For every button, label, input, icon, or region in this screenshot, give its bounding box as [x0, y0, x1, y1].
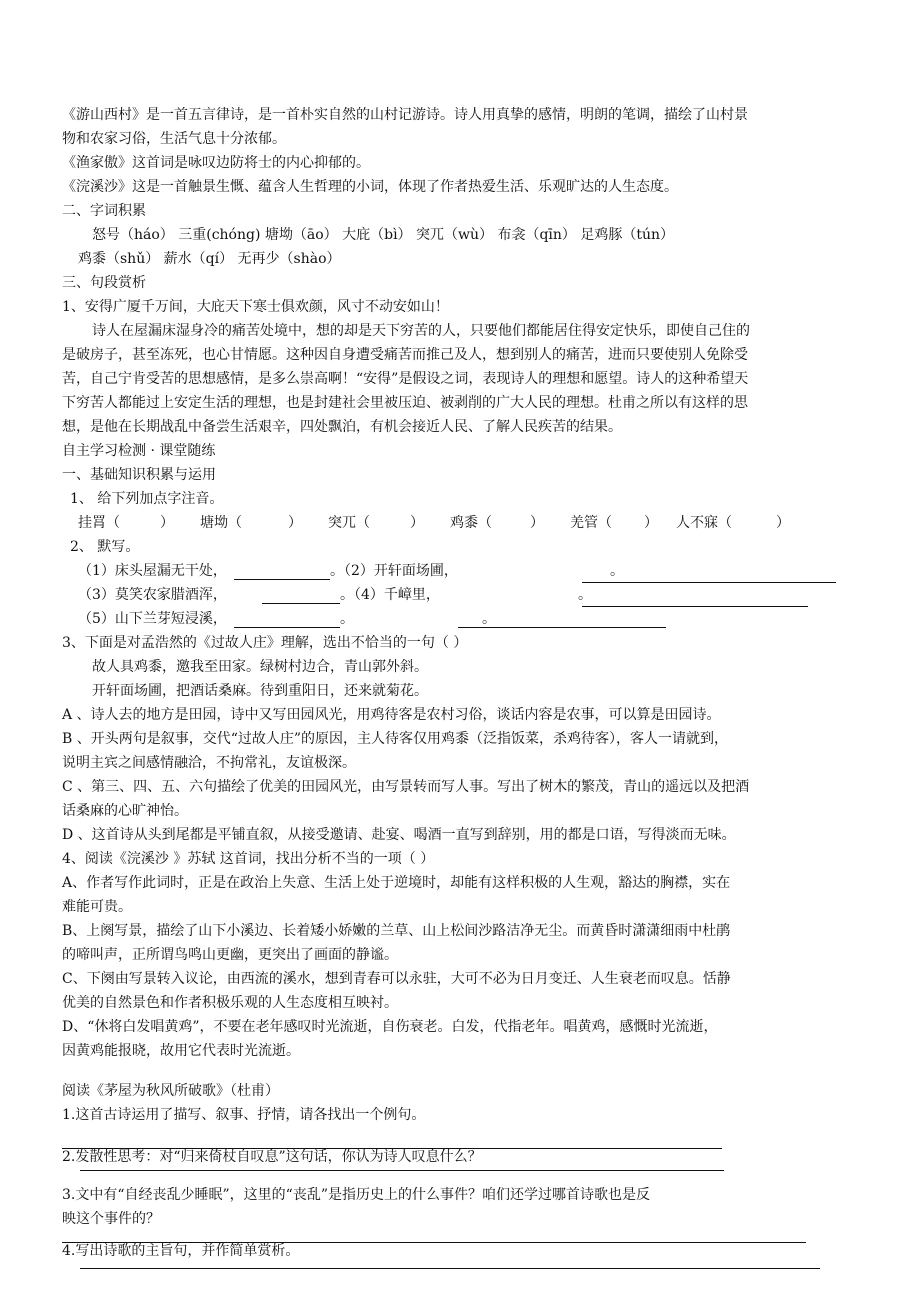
selftest-section-1: 一、基础知识积累与运用 [62, 467, 216, 483]
pinyin-blank-close: ） [288, 515, 302, 531]
answer-line[interactable] [262, 603, 340, 604]
poem-line: 故人具鸡黍，邀我至田家。绿树村边合，青山郭外斜。 [92, 659, 428, 675]
option-a: A 、诗人去的地方是田园，诗中又写田园风光，用鸡待客是农村习俗，谈话内容是农事，可以算是田园诗。 [62, 707, 721, 723]
analysis-heading: 三、句段赏析 [62, 275, 146, 291]
dictation-end-mark: 。 [610, 563, 624, 579]
pinyin-blank-close: ） [776, 515, 790, 531]
question-3-stem: 3、下面是对孟浩然的《过故人庄》理解，选出不恰当的一句（ ） [62, 635, 468, 651]
pinyin-blank-open: 鸡黍（ [450, 515, 492, 531]
analysis-para-line: 想，是他在长期战乱中备尝生活艰辛，四处飘泊，有机会接近人民、了解人民疾苦的结果。 [62, 419, 622, 435]
dictation-prompt: （5）山下兰芽短浸溪， [78, 611, 227, 627]
option-b-cont: 说明主宾之间感情融洽，不拘常礼，友谊极深。 [62, 755, 356, 771]
dictation-prompt: 。（4）千嶂里， [340, 587, 440, 603]
analysis-item-1: 1、安得广厦千万间，大庇天下寒士俱欢颜，风寸不动安如山！ [62, 299, 449, 315]
intro-line-2: 物和农家习俗，生活气息十分浓郁。 [62, 131, 286, 147]
words-row-1: 怒号（háo） 三重(chóng) 塘坳（āo） 大庇（bì） 突兀（wù） 布衾（qīn） 足鸡豚（tún） [92, 227, 675, 243]
selftest-heading: 自主学习检测 · 课堂随练 [62, 443, 216, 459]
reading-question-1: 1.这首古诗运用了描写、叙事、抒情，请各找出一个例句。 [62, 1107, 426, 1123]
answer-line[interactable] [80, 1170, 724, 1171]
option-b: B、上阕写景，描绘了山下小溪边、长着矮小娇嫩的兰草、山上松间沙路洁净无尘。而黄昏时潇潇细雨中杜鹃 [62, 923, 731, 939]
pinyin-blank-open: 塘坳（ [200, 515, 242, 531]
option-d-cont: 因黄鸡能报晓，故用它代表时光流逝。 [62, 1043, 300, 1059]
dictation-prompt: 。（2）开轩面场圃， [330, 563, 458, 579]
option-d: D 、这首诗从头到尾都是平铺直叙，从接受邀请、赴宴、喝酒一直写到辞别，用的都是口语，写得淡而无味。 [62, 827, 736, 843]
answer-line[interactable] [80, 1268, 820, 1269]
option-b: B 、开头两句是叙事，交代“过故人庄”的原因，主人待客仅用鸡黍（泛指饭菜，杀鸡待客），客人一请就到， [62, 731, 729, 747]
pinyin-blank-close: ） [410, 515, 424, 531]
intro-line-1: 《游山西村》是一首五言律诗，是一首朴实自然的山村记游诗。诗人用真挚的感情，明朗的笔调，描绘了山村景 [62, 107, 748, 123]
pinyin-blank-open: 突兀（ [328, 515, 370, 531]
intro-line-3: 《渔家傲》这首词是咏叹边防将士的内心抑郁的。 [62, 155, 370, 171]
question-2-stem: 2、 默写。 [70, 539, 140, 555]
option-c: C 、第三、四、五、六句描绘了优美的田园风光，由写景转而写人事。写出了树木的繁茂，青山的遥远以及把酒 [62, 779, 750, 795]
pinyin-blank-close: ） [644, 515, 658, 531]
words-heading: 二、字词积累 [62, 203, 146, 219]
reading-heading: 阅读《茅屋为秋风所破歌》（杜甫） [62, 1083, 279, 1099]
dictation-prompt: （3）莫笑农家腊酒浑， [78, 587, 227, 603]
answer-line[interactable] [582, 606, 808, 607]
option-c-cont: 话桑麻的心旷神怡。 [62, 803, 188, 819]
intro-line-4: 《浣溪沙》这是一首触景生慨、蕴含人生哲理的小词，体现了作者热爱生活、乐观旷达的人生态度。 [62, 179, 678, 195]
analysis-para-line: 诗人在屋漏床湿身冷的痛苦处境中，想的却是天下穷苦的人，只要他们都能居住得安定快乐，即使自己住的 [92, 323, 750, 339]
question-4-stem: 4、阅读《浣溪沙 》苏轼 这首词，找出分析不当的一项（ ） [62, 851, 435, 867]
pinyin-blank-open: 羌管（ [570, 515, 612, 531]
dictation-end-mark: 。 [482, 611, 496, 627]
pinyin-blank-close: ） [530, 515, 544, 531]
analysis-para-line: 下穷苦人都能过上安定生活的理想，也是封建社会里被压迫、被剥削的广大人民的理想。杜甫之所以有这样的思 [62, 395, 748, 411]
option-a-cont: 难能可贵。 [62, 899, 132, 915]
answer-line[interactable] [234, 579, 330, 580]
reading-question-3-cont: 映这个事件的？ [62, 1211, 160, 1227]
dictation-end-mark: 。 [340, 611, 354, 627]
option-b-cont: 的啼叫声，正所谓鸟鸣山更幽，更突出了画面的静谧。 [62, 947, 398, 963]
reading-question-4: 4.写出诗歌的主旨句，并作简单赏析。 [62, 1243, 300, 1259]
words-row-2: 鸡黍（shǔ） 薪水（qí） 无再少（shào） [78, 251, 341, 267]
dictation-end-mark: 。 [578, 587, 592, 603]
reading-question-2: 2.发散性思考：对“归来倚杖自叹息”这句话，你认为诗人叹息什么？ [62, 1149, 482, 1165]
pinyin-blank-open: 挂罥（ [78, 515, 120, 531]
option-c: C、下阕由写景转入议论，由西流的溪水，想到青春可以永驻，大可不必为日月变迁、人生衰老而叹息。恬静 [62, 971, 731, 987]
poem-line: 开轩面场圃，把酒话桑麻。待到重阳日，还来就菊花。 [92, 683, 428, 699]
dictation-prompt: （1）床头屋漏无干处， [78, 563, 227, 579]
question-1-stem: 1、 给下列加点字注音。 [70, 491, 224, 507]
answer-line[interactable] [234, 627, 340, 628]
answer-line[interactable] [582, 582, 836, 583]
option-c-cont: 优美的自然景色和作者积极乐观的人生态度相互映衬。 [62, 995, 398, 1011]
pinyin-blank-open: 人不寐（ [676, 515, 732, 531]
pinyin-blank-close: ） [160, 515, 174, 531]
analysis-para-line: 是破房子，甚至冻死，也心甘情愿。这种因自身遭受痛苦而推己及人，想到别人的痛苦，进而只要使别人免除受 [62, 347, 748, 363]
option-a: A、作者写作此词时，正是在政治上失意、生活上处于逆境时，却能有这样积极的人生观，豁达的胸襟，实在 [62, 875, 731, 891]
option-d: D、“休将白发唱黄鸡”，不要在老年感叹时光流逝，自伤衰老。白发，代指老年。唱黄鸡，感慨时光流逝， [62, 1019, 718, 1035]
reading-question-3: 3.文中有“自经丧乱少睡眠”，这里的“丧乱”是指历史上的什么事件？咱们还学过哪首诗歌也是反 [62, 1187, 650, 1203]
analysis-para-line: 苦，自己宁肯受苦的思想感情，是多么崇高啊！“安得”是假设之词，表现诗人的理想和愿望。诗人的这种希望天 [62, 371, 749, 387]
